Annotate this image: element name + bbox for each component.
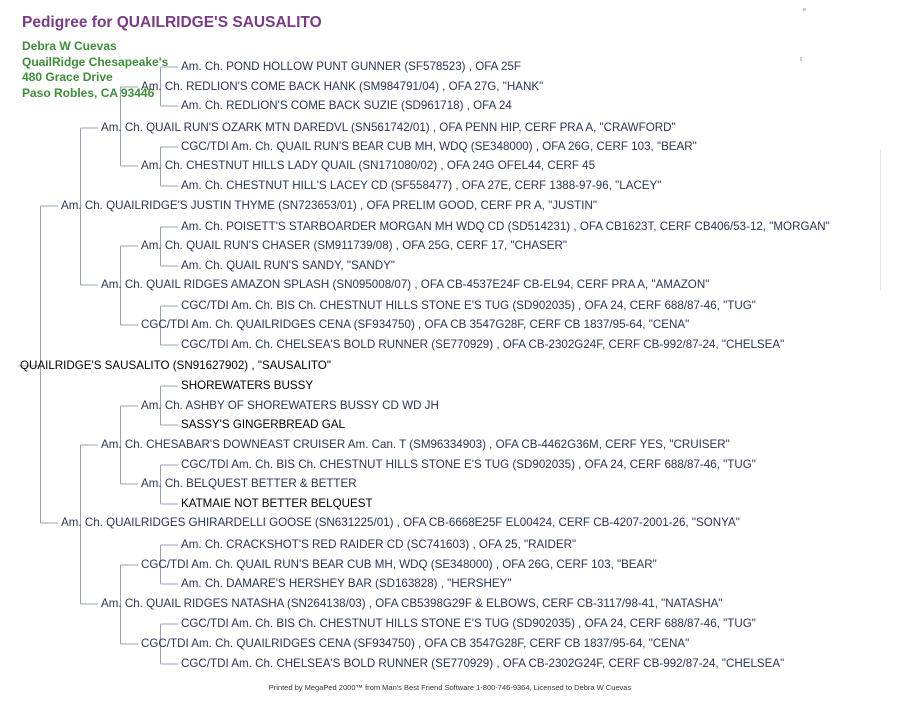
pedigree-sdd-dam: CGC/TDI Am. Ch. CHELSEA'S BOLD RUNNER (SE770929) , OFA CB-2302G24F, CERF CB-992/87-24, "CHELSEA" [181, 338, 785, 351]
pedigree-sire-sire-sire: Am. Ch. REDLION'S COME BACK HANK (SM984791/04) , OFA 27G, "HANK" [141, 80, 544, 93]
pedigree-sire-sire: Am. Ch. QUAIL RUN'S OZARK MTN DAREDVL (SN561742/01) , OFA PENN HIP, CERF PRA A, "CRAWFORD" [101, 121, 676, 134]
pedigree-dam: Am. Ch. QUAILRIDGES GHIRARDELLI GOOSE (SN631225/01) , OFA CB-6668E25F EL00424, CERF CB-4207-2001-26, "SONYA" [61, 516, 740, 529]
pedigree-ssd-sire: CGC/TDI Am. Ch. QUAIL RUN'S BEAR CUB MH, WDQ (SE348000) , OFA 26G, CERF 103, "BEAR" [181, 140, 697, 153]
pedigree-sds-dam: Am. Ch. QUAIL RUN'S SANDY, "SANDY" [181, 259, 396, 272]
scan-speck [800, 57, 802, 61]
pedigree-sdd-sire: CGC/TDI Am. Ch. BIS Ch. CHESTNUT HILLS STONE E'S TUG (SD902035) , OFA 24, CERF 688/87-46, "TUG" [181, 299, 756, 312]
pedigree-ddd-dam: CGC/TDI Am. Ch. CHELSEA'S BOLD RUNNER (SE770929) , OFA CB-2302G24F, CERF CB-992/87-24, "CHELSEA" [181, 657, 785, 670]
pedigree-subject: QUAILRIDGE'S SAUSALITO (SN91627902) , "SAUSALITO" [20, 359, 331, 372]
pedigree-dsd-dam: KATMAIE NOT BETTER BELQUEST [181, 497, 373, 510]
pedigree-dam-dam-sire: CGC/TDI Am. Ch. QUAIL RUN'S BEAR CUB MH, WDQ (SE348000) , OFA 26G, CERF 103, "BEAR" [141, 558, 657, 571]
page-title: Pedigree for QUAILRIDGE'S SAUSALITO [22, 14, 322, 31]
pedigree-sss-dam: Am. Ch. REDLION'S COME BACK SUZIE (SD961718) , OFA 24 [181, 99, 512, 112]
pedigree-sire-dam: Am. Ch. QUAIL RIDGES AMAZON SPLASH (SN095008/07) , OFA CB-4537E24F CB-EL94, CERF PRA A, "AMAZON" [101, 278, 710, 291]
pedigree-dam-dam: Am. Ch. QUAIL RIDGES NATASHA (SN264138/03) , OFA CB5398G29F & ELBOWS, CERF CB-3117/98-41, "NATASHA" [101, 597, 723, 610]
owner-city: Paso Robles, CA 93446 [22, 85, 155, 100]
pedigree-dds-sire: Am. Ch. CRACKSHOT'S RED RAIDER CD (SC741603) , OFA 25, "RAIDER" [181, 538, 577, 551]
pedigree-dam-sire: Am. Ch. CHESABAR'S DOWNEAST CRUISER Am. Can. T (SM96334903) , OFA CB-4462G36M, CERF YES, "CRUISER" [101, 438, 730, 451]
pedigree-sss-sire: Am. Ch. POND HOLLOW PUNT GUNNER (SF578523) , OFA 25F [181, 60, 521, 73]
pedigree-dss-dam: SASSY'S GINGERBREAD GAL [181, 418, 345, 431]
pedigree-dsd-sire: CGC/TDI Am. Ch. BIS Ch. CHESTNUT HILLS STONE E'S TUG (SD902035) , OFA 24, CERF 688/87-46, "TUG" [181, 458, 756, 471]
pedigree-ddd-sire: CGC/TDI Am. Ch. BIS Ch. CHESTNUT HILLS STONE E'S TUG (SD902035) , OFA 24, CERF 688/87-46, "TUG" [181, 617, 756, 630]
pedigree-sire-dam-sire: Am. Ch. QUAIL RUN'S CHASER (SM911739/08) , OFA 25G, CERF 17, "CHASER" [141, 239, 568, 252]
pedigree-dam-sire-sire: Am. Ch. ASHBY OF SHOREWATERS BUSSY CD WD JH [141, 399, 439, 412]
pedigree-dam-dam-dam: CGC/TDI Am. Ch. QUAILRIDGES CENA (SF934750) , OFA CB 3547G28F, CERF CB 1837/95-64, "CENA" [141, 637, 690, 650]
print-footer: Printed by MegaPed 2000™ from Man's Best Friend Software 1-800-746-9364, Licensed to Debra W Cuevas [268, 683, 632, 692]
owner-kennel: QuailRidge Chesapeake's [22, 54, 169, 69]
pedigree-sire-sire-dam: Am. Ch. CHESTNUT HILLS LADY QUAIL (SN171080/02) , OFA 24G OFEL44, CERF 45 [141, 159, 596, 172]
scan-speck [803, 8, 806, 11]
pedigree-sire: Am. Ch. QUAILRIDGE'S JUSTIN THYME (SN723653/01) , OFA PRELIM GOOD, CERF PR A, "JUSTIN" [61, 199, 597, 212]
pedigree-dds-dam: Am. Ch. DAMARE'S HERSHEY BAR (SD163828) , "HERSHEY" [181, 577, 512, 590]
owner-name: Debra W Cuevas [22, 39, 117, 53]
pedigree-dam-sire-dam: Am. Ch. BELQUEST BETTER & BETTER [141, 477, 357, 490]
owner-street: 480 Grace Drive [22, 70, 113, 84]
pedigree-ssd-dam: Am. Ch. CHESTNUT HILL'S LACEY CD (SF558477) , OFA 27E, CERF 1388-97-96, "LACEY" [181, 179, 662, 192]
pedigree-dss-sire: SHOREWATERS BUSSY [181, 379, 314, 392]
pedigree-sds-sire: Am. Ch. POISETT'S STARBOARDER MORGAN MH WDQ CD (SD514231) , OFA CB1623T, CERF CB406/53-12, "MORGAN" [181, 220, 830, 233]
pedigree-sire-dam-dam: CGC/TDI Am. Ch. QUAILRIDGES CENA (SF934750) , OFA CB 3547G28F, CERF CB 1837/95-64, "CENA" [141, 318, 690, 331]
